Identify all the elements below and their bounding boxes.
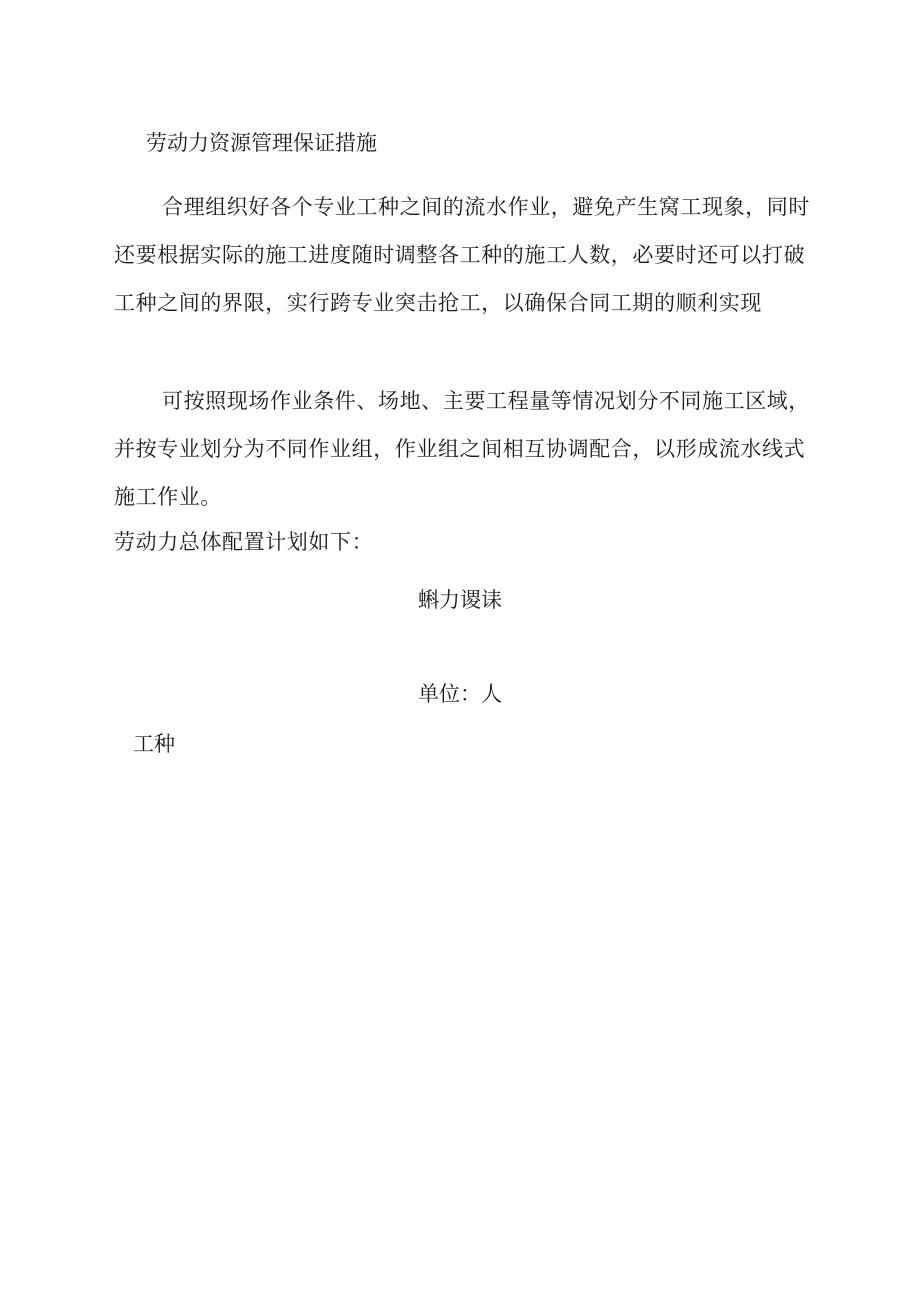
table-unit-label: 单位：人: [418, 682, 502, 706]
paragraph-work-zones: 可按照现场作业条件、场地、主要工程量等情况划分不同施工区域，并按专业划分为不同作业组，作业组之间相互协调配合，以形成流水线式施工作业。: [114, 389, 810, 509]
table-column-header-trade: 工种: [133, 732, 175, 756]
section-heading: 劳动力资源管理保证措施: [146, 131, 377, 155]
table-title: 蝌力谡诔: [418, 588, 502, 612]
paragraph-labor-organization: 合理组织好各个专业工种之间的流水作业，避免产生窝工现象，同时还要根据实际的施工进度随时调整各工种的施工人数，必要时还可以打破工种之间的界限，实行跨专业突击抢工，以确保合同工期的顺利实现: [114, 195, 810, 315]
labor-plan-intro: 劳动力总体配置计划如下：: [114, 530, 374, 554]
